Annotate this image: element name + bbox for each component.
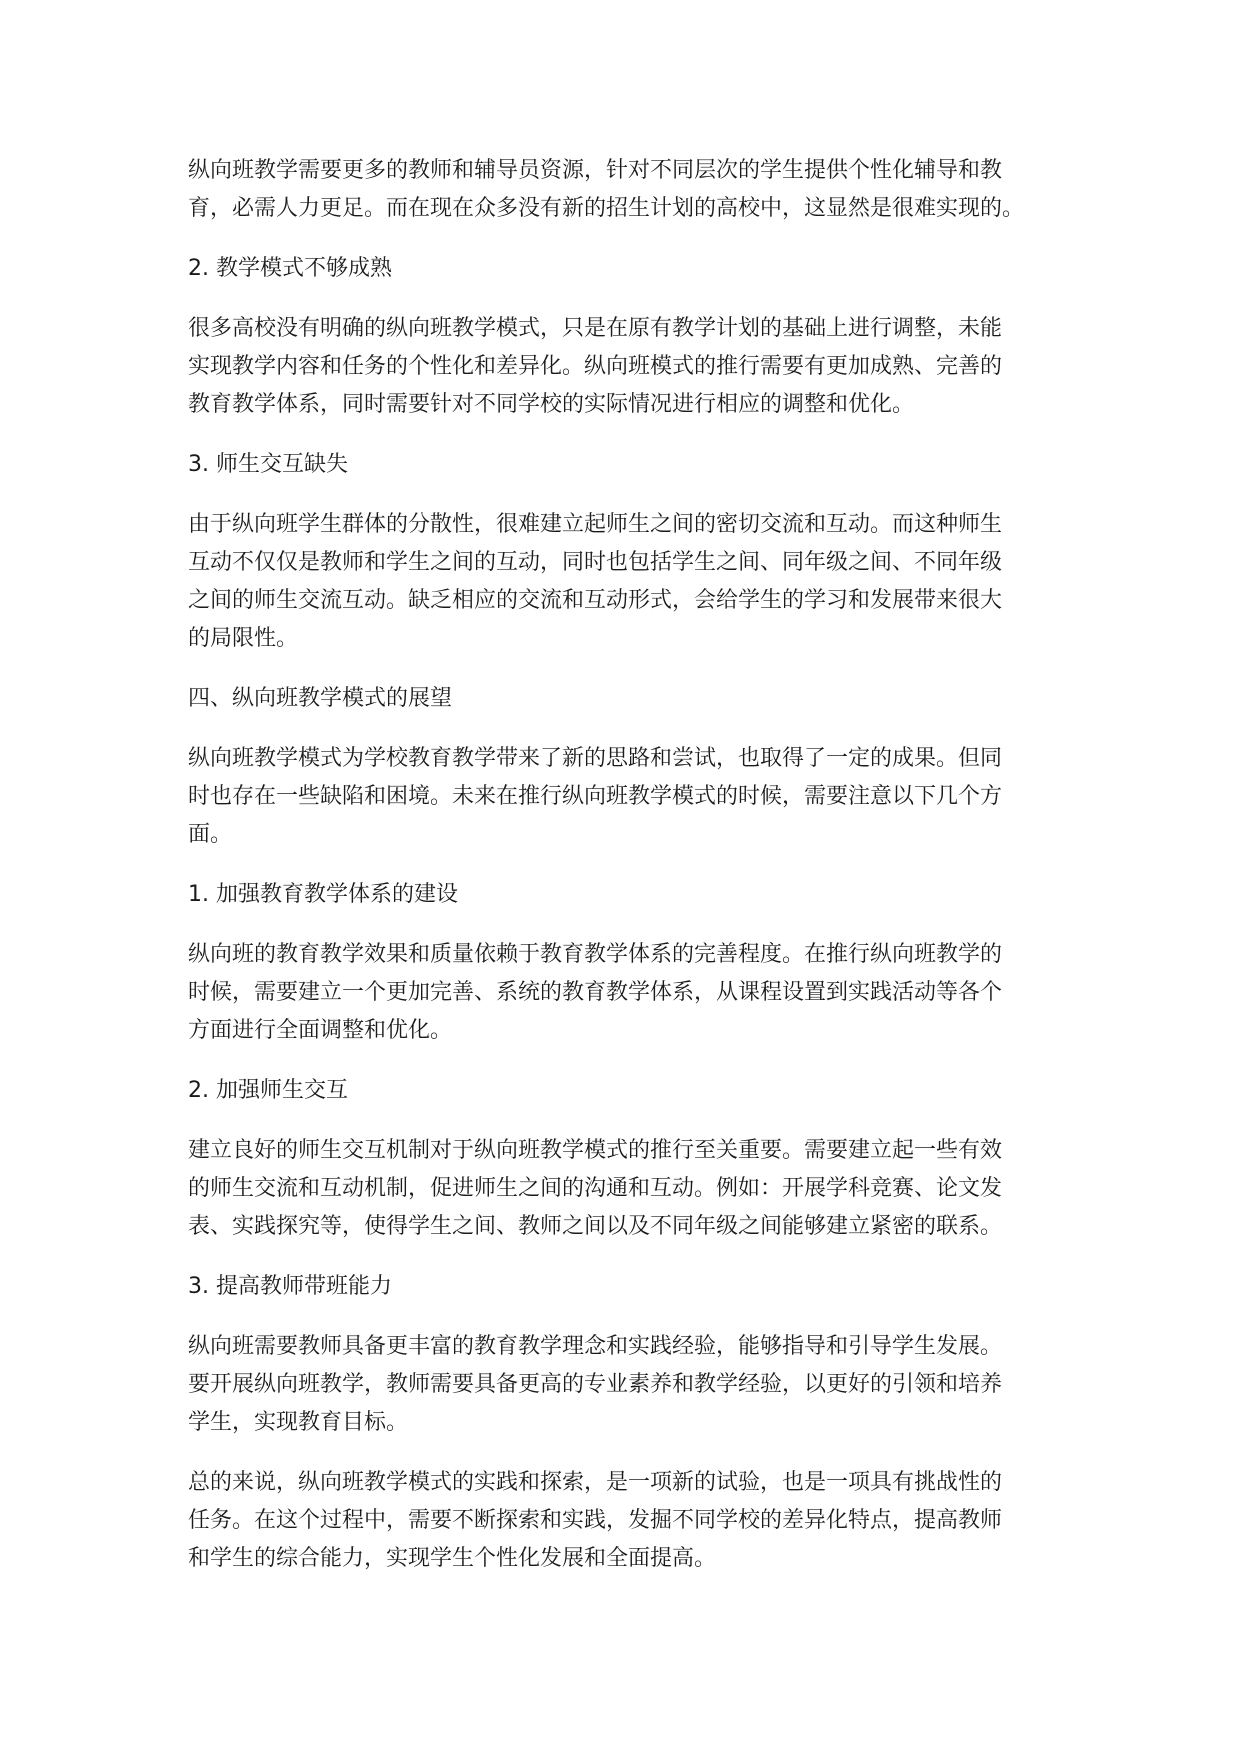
section-heading: 2. 教学模式不够成熟 <box>188 256 392 281</box>
section-heading: 2. 加强师生交互 <box>188 1078 348 1103</box>
paragraph: 纵向班需要教师具备更丰富的教育教学理念和实践经验，能够指导和引导学生发展。 要开展纵向班教学，教师需要具备更高的专业素养和教学经验，以更好的引领和培养 学生，实现教育目标。 <box>188 1334 1003 1435</box>
paragraph: 很多高校没有明确的纵向班教学模式，只是在原有教学计划的基础上进行调整，未能 实现教学内容和任务的个性化和差异化。纵向班模式的推行需要有更加成熟、完善的 教育教学体系，同时需要针对不同学校的实际情况进行相应的调整和优化。 <box>188 316 1003 417</box>
paragraph: 由于纵向班学生群体的分散性，很难建立起师生之间的密切交流和互动。而这种师生 互动不仅仅是教师和学生之间的互动，同时也包括学生之间、同年级之间、不同年级 之间的师生交流互动。缺乏相应的交流和互动形式，会给学生的学习和发展带来很大 的局限性。 <box>188 512 1003 651</box>
paragraph: 纵向班教学需要更多的教师和辅导员资源，针对不同层次的学生提供个性化辅导和教 育，必需人力更足。而在现在众多没有新的招生计划的高校中，这显然是很难实现的。 <box>188 158 1025 221</box>
section-heading: 1. 加强教育教学体系的建设 <box>188 882 458 907</box>
document-body <box>188 152 1068 1600</box>
paragraph: 建立良好的师生交互机制对于纵向班教学模式的推行至关重要。需要建立起一些有效 的师生交流和互动机制，促进师生之间的沟通和互动。例如：开展学科竞赛、论文发 表、实践探究等，使得学生之间、教师之间以及不同年级之间能够建立紧密的联系。 <box>188 1138 1003 1239</box>
paragraph: 总的来说，纵向班教学模式的实践和探索，是一项新的试验，也是一项具有挑战性的 任务。在这个过程中，需要不断探索和实践，发掘不同学校的差异化特点，提高教师 和学生的综合能力，实现学生个性化发展和全面提高。 <box>188 1470 1003 1571</box>
section-heading: 3. 师生交互缺失 <box>188 452 348 477</box>
chapter-heading: 四、纵向班教学模式的展望 <box>188 686 453 711</box>
paragraph: 纵向班教学模式为学校教育教学带来了新的思路和尝试，也取得了一定的成果。但同 时也存在一些缺陷和困境。未来在推行纵向班教学模式的时候，需要注意以下几个方 面。 <box>188 746 1003 847</box>
paragraph: 纵向班的教育教学效果和质量依赖于教育教学体系的完善程度。在推行纵向班教学的 时候，需要建立一个更加完善、系统的教育教学体系，从课程设置到实践活动等各个 方面进行全面调整和优化。 <box>188 942 1003 1043</box>
section-heading: 3. 提高教师带班能力 <box>188 1274 392 1299</box>
